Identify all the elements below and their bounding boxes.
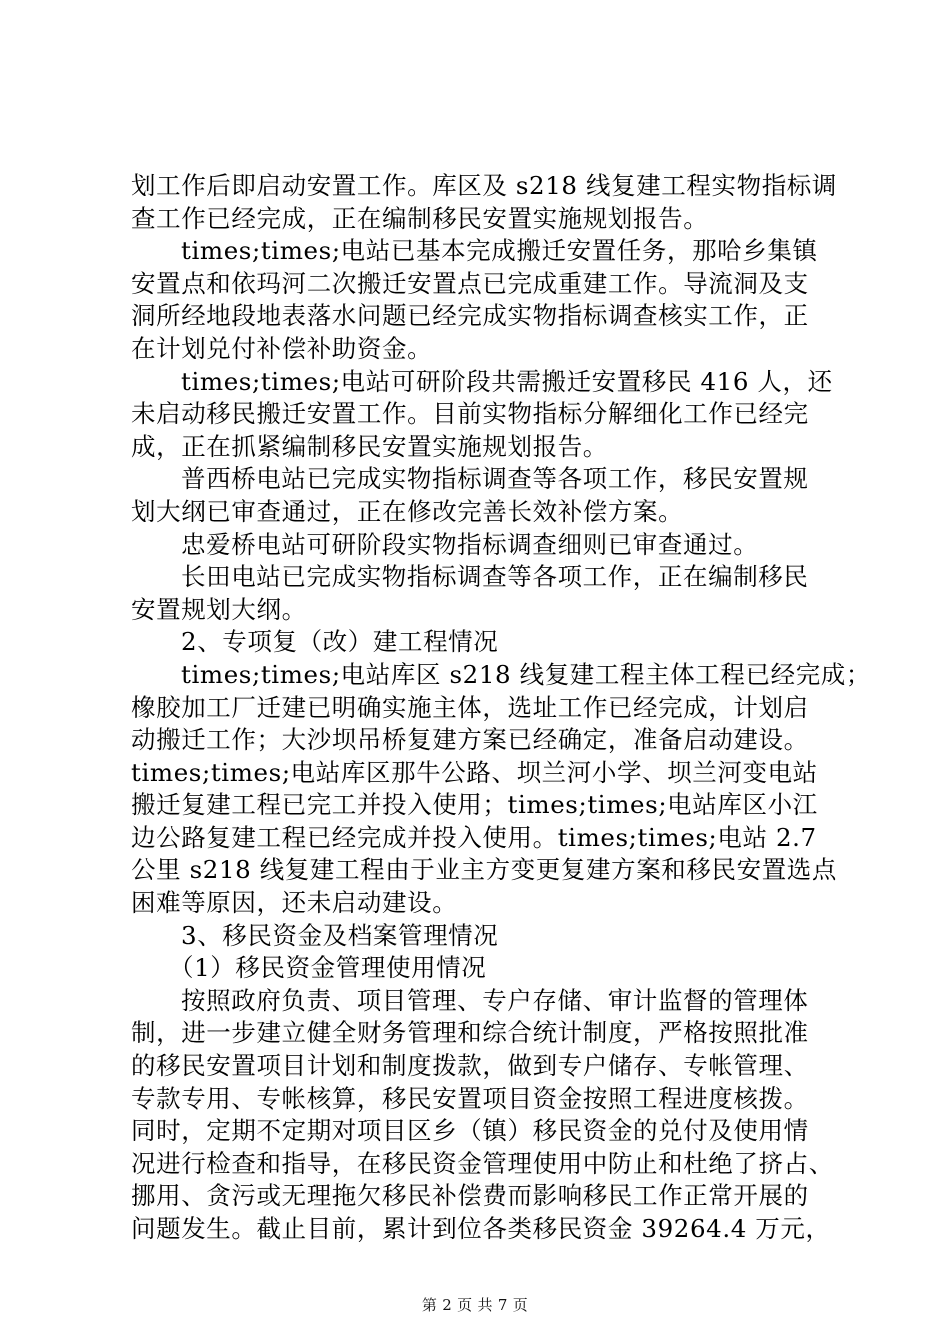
document-body [131,170,871,1246]
text-line: 未启动移民搬迁安置工作。目前实物指标分解细化工作已经完 [131,399,809,429]
text-line: 3、移民资金及档案管理情况 [181,920,499,950]
text-line: 洞所经地段地表落水问题已经完成实物指标调查核实工作，正 [131,301,809,331]
text-line: 边公路复建工程已经完成并投入使用。times;times;电站 2.7 [131,822,817,852]
text-line: 忠爱桥电站可研阶段实物指标调查细则已审查通过。 [181,529,759,559]
text-line: 公里 s218 线复建工程由于业主方变更复建方案和移民安置选点 [131,855,838,885]
text-line: 橡胶加工厂迁建已明确实施主体，选址工作已经完成，计划启 [131,692,809,722]
text-line: 按照政府负责、项目管理、专户存储、审计监督的管理体 [181,985,809,1015]
text-line: 同时，定期不定期对项目区乡（镇）移民资金的兑付及使用情 [131,1116,809,1146]
text-line: 搬迁复建工程已完工并投入使用；times;times;电站库区小江 [131,790,818,820]
text-line: 查工作已经完成，正在编制移民安置实施规划报告。 [131,203,709,233]
text-line: 2、专项复（改）建工程情况 [181,627,499,657]
text-line: 成，正在抓紧编制移民安置实施规划报告。 [131,431,608,461]
text-line: 在计划兑付补偿补助资金。 [131,333,433,363]
text-line: 划工作后即启动安置工作。库区及 s218 线复建工程实物指标调 [131,171,838,200]
text-line: 制，进一步建立健全财务管理和综合统计制度，严格按照批准 [131,1018,809,1048]
text-line: （1）移民资金管理使用情况 [169,953,487,983]
text-line: 普西桥电站已完成实物指标调查等各项工作，移民安置规 [181,464,809,494]
text-line: 动搬迁工作；大沙坝吊桥复建方案已经确定，准备启动建设。 [131,725,809,755]
text-line: times;times;电站已基本完成搬迁安置任务，那哈乡集镇 [181,236,818,266]
text-line: times;times;电站库区 s218 线复建工程主体工程已经完成； [181,659,871,689]
text-line: 安置规划大纲。 [131,594,307,624]
text-line: 况进行检查和指导，在移民资金管理使用中防止和杜绝了挤占、 [131,1148,834,1178]
text-line: times;times;电站库区那牛公路、坝兰河小学、坝兰河变电站 [131,757,818,787]
text-line: 划大纲已审查通过，正在修改完善长效补偿方案。 [131,496,684,526]
text-line: 安置点和依玛河二次搬迁安置点已完成重建工作。导流洞及支 [131,268,809,298]
text-line: 长田电站已完成实物指标调查等各项工作，正在编制移民 [181,562,809,592]
text-line: 问题发生。截止目前，累计到位各类移民资金 39264.4 万元， [131,1214,831,1243]
text-line: 困难等原因，还未启动建设。 [131,888,458,918]
text-line: 挪用、贪污或无理拖欠移民补偿费而影响移民工作正常开展的 [131,1181,809,1211]
text-line: times;times;电站可研阶段共需搬迁安置移民 416 人，还 [181,366,833,396]
text-line: 的移民安置项目计划和制度拨款，做到专户储存、专帐管理、 [131,1051,809,1081]
text-line: 专款专用、专帐核算，移民安置项目资金按照工程进度核拨。 [131,1083,809,1113]
page-number-footer: 第 2 页 共 7 页 [421,1296,529,1314]
